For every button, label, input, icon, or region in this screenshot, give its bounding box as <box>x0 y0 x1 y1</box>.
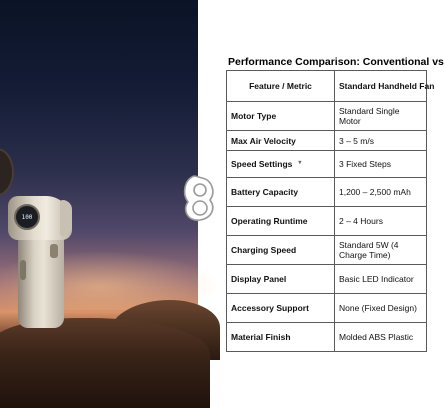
comparison-table <box>226 70 435 352</box>
header-standard: Standard Handheld Fan <box>335 71 427 102</box>
table-header-row <box>227 71 427 102</box>
table-row[interactable] <box>227 151 427 178</box>
background-object <box>0 148 14 196</box>
fan-display-digits: 100 <box>21 213 33 221</box>
row-value: 3 – 5 m/s <box>335 131 427 151</box>
table-row <box>227 207 427 236</box>
table-row <box>227 236 427 265</box>
document-title: Performance Comparison: Conventional vs <box>228 56 444 68</box>
row-value: 1,200 – 2,500 mAh <box>335 178 427 207</box>
fan-display-screen <box>14 204 40 230</box>
row-metric: Charging Speed <box>227 236 335 265</box>
row-value: Standard 5W (4 Charge Time) <box>335 236 427 265</box>
dropdown-arrow-icon[interactable]: ▾ <box>298 160 302 166</box>
row-metric: Motor Type <box>227 102 335 131</box>
row-metric: Material Finish <box>227 323 335 352</box>
table-row <box>227 102 427 131</box>
row-metric: Display Panel <box>227 265 335 294</box>
row-metric: Accessory Support <box>227 294 335 323</box>
table-row <box>227 323 427 352</box>
table-row <box>227 265 427 294</box>
row-value: Molded ABS Plastic <box>335 323 427 352</box>
row-metric: Battery Capacity <box>227 178 335 207</box>
row-value: Basic LED Indicator <box>335 265 427 294</box>
table-row <box>227 294 427 323</box>
row-value: 2 – 4 Hours <box>335 207 427 236</box>
row-metric: Operating Runtime <box>227 207 335 236</box>
watermark-logo-icon <box>180 170 220 226</box>
row-metric-label: Speed Settings <box>231 159 293 169</box>
fan-side-button <box>20 260 26 280</box>
row-metric: Max Air Velocity <box>227 131 335 151</box>
fan-nozzle <box>60 200 72 236</box>
row-value: Standard Single Motor <box>335 102 427 131</box>
table-row <box>227 131 427 151</box>
rock-ground <box>0 318 210 408</box>
fan-button <box>50 244 58 258</box>
row-value: 3 Fixed Steps <box>335 151 427 178</box>
row-value: None (Fixed Design) <box>335 294 427 323</box>
table-row <box>227 178 427 207</box>
product-photo <box>0 0 198 400</box>
header-feature: Feature / Metric <box>227 71 335 102</box>
row-metric <box>227 151 335 178</box>
